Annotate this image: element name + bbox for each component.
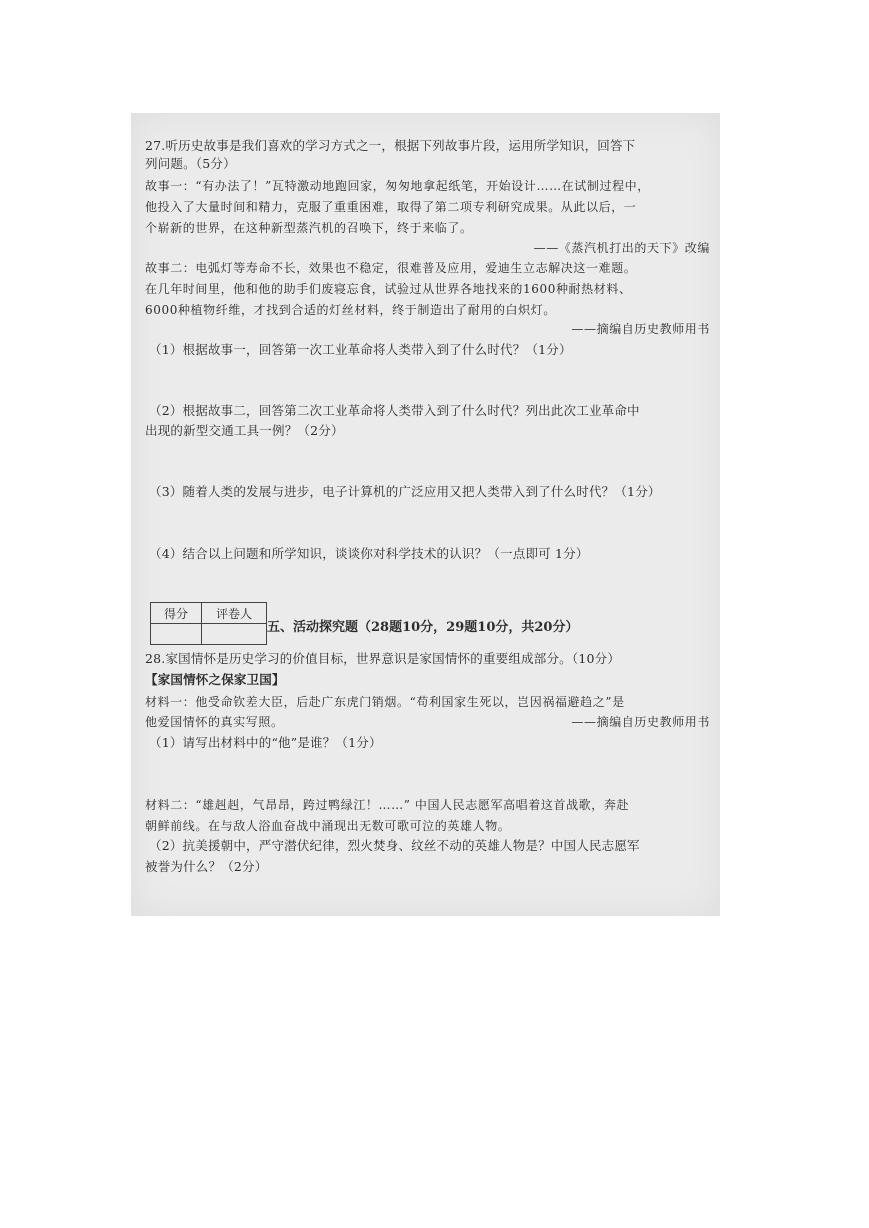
story1-line-3: 个崭新的世界，在这种新型蒸汽机的召唤下，终于来临了。 [145, 221, 473, 235]
q28-sub1: （1）请写出材料中的“他”是谁？（1分） [149, 735, 382, 750]
material2-line-1: 材料二：“雄赳赳，气昂昂，跨过鸭绿江！……” 中国人民志愿军高唱着这首战歌，奔赴 [145, 798, 630, 812]
story2-line-3: 6000种植物纤维，才找到合适的灯丝材料，终于制造出了耐用的白炽灯。 [145, 303, 556, 317]
material1-line-1: 材料一：他受命钦差大臣，后赴广东虎门销烟。“苟利国家生死以，岂因祸福避趋之”是 [145, 695, 625, 709]
q27-title-line-1: 27.听历史故事是我们喜欢的学习方式之一，根据下列故事片段，运用所学知识，回答下 [145, 138, 636, 153]
grader-cell[interactable] [202, 624, 267, 645]
section-5-heading: 五、活动探究题（28题10分，29题10分，共20分） [267, 620, 579, 635]
score-cell[interactable] [151, 624, 202, 645]
score-label: 得分 [151, 603, 202, 624]
q27-title-line-2: 列问题。（5分） [145, 156, 236, 171]
grader-label: 评卷人 [202, 603, 267, 624]
q28-sub2-line-2: 被誉为什么？（2分） [145, 859, 268, 874]
q27-sub2-line-1: （2）根据故事二，回答第二次工业革命将人类带入到了什么时代？列出此次工业革命中 [149, 403, 640, 418]
q27-sub3: （3）随着人类的发展与进步，电子计算机的广泛应用又把人类带入到了什么时代？（1分） [149, 484, 661, 499]
material2-line-2: 朝鲜前线。在与敌人浴血奋战中涌现出无数可歌可泣的英雄人物。 [145, 819, 511, 833]
q28-sub2-line-1: （2）抗美援朝中，严守潜伏纪律，烈火焚身、纹丝不动的英雄人物是？中国人民志愿军 [149, 838, 640, 853]
material1-line-2: 他爱国情怀的真实写照。 [145, 715, 284, 729]
score-box [150, 602, 267, 645]
scanned-exam-page [131, 113, 720, 916]
q28-title: 28.家国情怀是历史学习的价值目标，世界意识是家国情怀的重要组成部分。（10分） [145, 651, 621, 666]
q28-heading: 【家国情怀之保家卫国】 [145, 672, 285, 687]
q27-sub1: （1）根据故事一，回答第一次工业革命将人类带入到了什么时代？（1分） [149, 342, 572, 357]
story2-line-2: 在几年时间里，他和他的助手们废寝忘食，试验过从世界各地找来的1600种耐热材料、 [145, 282, 632, 296]
q27-sub2-line-2: 出现的新型交通工具一例？（2分） [145, 423, 344, 438]
story1-line-1: 故事一：“有办法了！”瓦特激动地跑回家，匆匆地拿起纸笔，开始设计……在试制过程中， [145, 179, 650, 193]
story2-source: ——摘编自历史教师用书 [571, 322, 710, 336]
material1-source: ——摘编自历史教师用书 [571, 715, 710, 729]
q27-sub4: （4）结合以上问题和所学知识，谈谈你对科学技术的认识？（一点即可 1分） [149, 546, 589, 561]
story1-line-2: 他投入了大量时间和精力，克服了重重困难，取得了第二项专利研究成果。从此以后，一 [145, 200, 637, 214]
story2-line-1: 故事二：电弧灯等寿命不长，效果也不稳定，很难普及应用，爱迪生立志解决这一难题。 [145, 261, 637, 275]
story1-source: ——《蒸汽机打出的天下》改编 [533, 241, 710, 255]
